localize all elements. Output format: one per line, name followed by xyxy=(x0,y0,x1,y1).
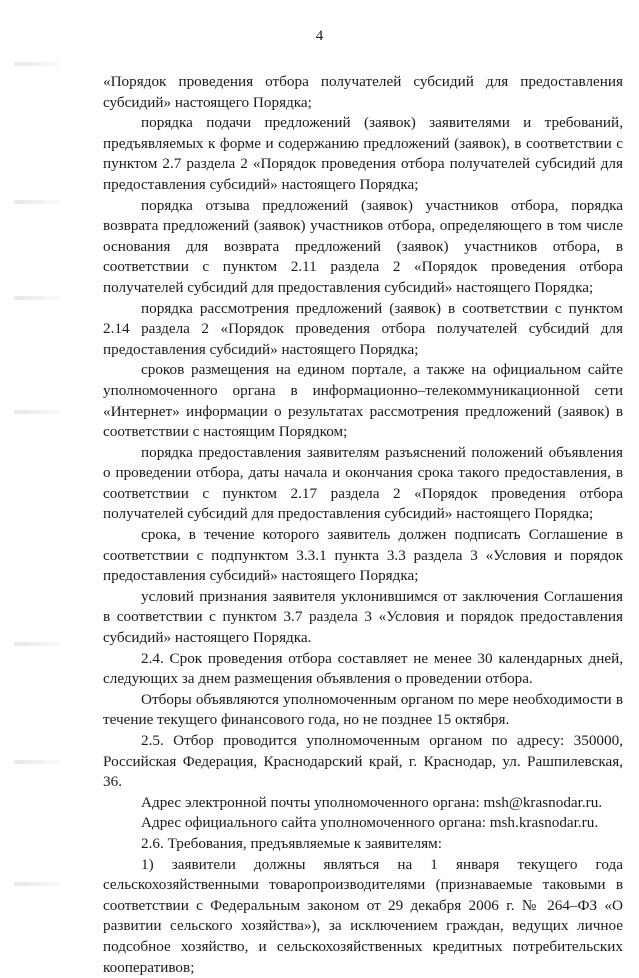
page-number: 4 xyxy=(315,28,324,44)
paragraph: 1) заявители должны являться на 1 января текущего года сельскохозяйственными товаропроизводителями (признаваемые таковыми в соответствии с Федеральным законом от 29 декабря 2006 г. № 264–ФЗ «О развитии сельского хозяйства»), за исключением граждан, ведущих личное подсобное хозяйство, и сельскохозяйственных кредитных потребительских кооперативов; xyxy=(103,855,623,976)
paragraph: «Порядок проведения отбора получателей субсидий для предоставления субсидий» настоящего Порядка; xyxy=(103,73,623,111)
scan-artifact xyxy=(14,760,60,764)
email-paragraph: Адрес электронной почты уполномоченного органа: msh@krasnodar.ru. xyxy=(141,793,603,811)
paragraph: порядка рассмотрения предложений (заявок) в соответствии с пунктом 2.14 раздела 2 «Порядок проведения отбора получателей субсидий для предоставления субсидий» настоящего Порядка; xyxy=(103,299,623,358)
website-paragraph: Адрес официального сайта уполномоченного органа: msh.krasnodar.ru. xyxy=(141,814,599,832)
paragraph: 2.5. Отбор проводится уполномоченным органом по адресу: 350000, Российская Федерация, Краснодарский край, г. Краснодар, ул. Рашпилевская, 36. xyxy=(103,732,623,791)
document-body xyxy=(103,72,623,978)
paragraph: 2.4. Срок проведения отбора составляет не менее 30 календарных дней, следующих за днем размещения объявления о проведении отбора. xyxy=(103,649,623,688)
scan-artifact xyxy=(14,410,60,414)
scan-artifact xyxy=(14,296,60,300)
paragraph: 2.6. Требования, предъявляемые к заявителям: xyxy=(141,834,442,852)
scan-artifact xyxy=(14,882,60,886)
paragraph: сроков размещения на едином портале, а также на официальном сайте уполномоченного органа в информационно–телекоммуникационной сети «Интернет» информации о результатах рассмотрения предложений (заявок) в соответствии с настоящим Порядком; xyxy=(103,361,623,441)
paragraph: порядка предоставления заявителям разъяснений положений объявления о проведении отбора, даты начала и окончания срока такого предоставления, в соответствии с пунктом 2.17 раздела 2 «Порядок проведения отбора получателей субсидий для предоставления субсидий» настоящего Порядка; xyxy=(103,443,623,523)
paragraph: условий признания заявителя уклонившимся от заключения Соглашения в соответствии с пунктом 3.7 раздела 3 «Условия и порядок предоставления субсидий» настоящего Порядка. xyxy=(103,587,623,647)
paragraph: порядка подачи предложений (заявок) заявителями и требований, предъявляемых к форме и содержанию предложений (заявок), в соответствии с пунктом 2.7 раздела 2 «Порядок проведения отбора получателей субсидий для предоставления субсидий» настоящего Порядка; xyxy=(103,114,623,193)
paragraph: срока, в течение которого заявитель должен подписать Соглашение в соответствии с подпунктом 3.3.1 пункта 3.3 раздела 3 «Условия и порядок предоставления субсидий» настоящего Порядка; xyxy=(103,526,623,585)
paragraph: порядка отзыва предложений (заявок) участников отбора, порядка возврата предложений (заявок) участников отбора, определяющего в том числе основания для возврата предложений (заявок) участников отбора, в соответствии с пунктом 2.11 раздела 2 «Порядок проведения отбора получателей субсидий для предоставления субсидий» настоящего Порядка; xyxy=(103,196,623,296)
scan-artifact xyxy=(14,200,60,204)
scan-artifact xyxy=(14,642,60,646)
scan-artifact xyxy=(14,62,60,66)
paragraph: Отборы объявляются уполномоченным органом по мере необходимости в течение текущего финансового года, но не позднее 15 октября. xyxy=(103,690,623,729)
